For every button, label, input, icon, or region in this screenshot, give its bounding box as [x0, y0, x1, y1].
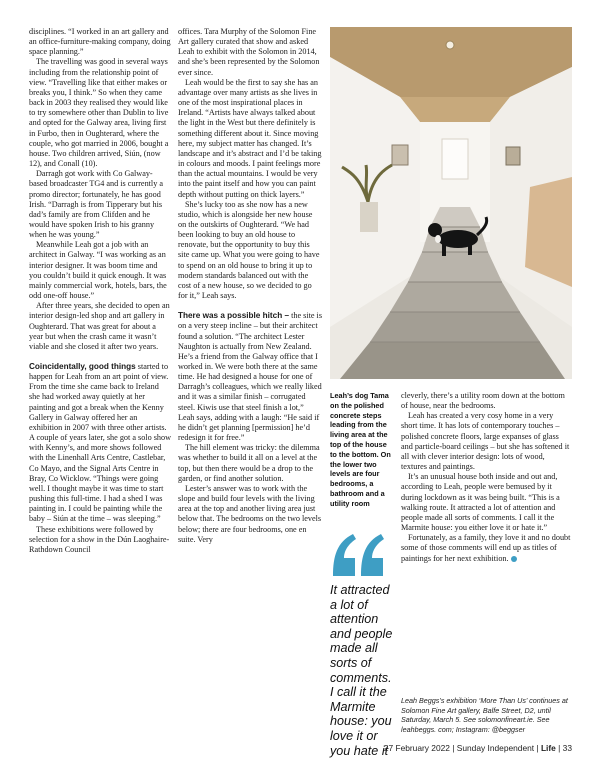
paragraph: disciplines. “I worked in an art gallery and an office-furniture-making company, doing space planning.” — [29, 27, 171, 57]
paragraph-with-lead — [29, 362, 171, 525]
paragraph-text: the site is on a very steep incline – but their architect found a solution. “The architect Lester Naughton is actually from New Zealand. He’s a friend from the Galway office that I worked in. We were both there at the same time. He had designed a house for one of Darragh’s colleagues, which we really liked and it was a similar finish – corrugated steel. Kiwis use that steel finish a lot,” Leah says, adding with a laugh: “He said if he didn’t get planning [permission] he’d redesign it for free.” — [178, 311, 323, 443]
footer-separator: | — [558, 743, 563, 753]
paragraph: Leah has created a very cosy home in a very short time. It has lots of contemporary touches – polished concrete floors, large expanses of glass and particle-board ceilings – but she has softened it all with clever interior design: lots of wood, textures and paintings. — [401, 411, 570, 472]
paragraph: Leah would be the first to say she has an advantage over many artists as she lives in one of the most inspirational places in Ireland. “Artists have always talked about the light in the West but there definitely is something different about it. Since moving here, my subject matter has changed. It’s landscape and it’s abstract and I’d be taking in colours and moods. I paint feelings more than the actual mountains. I would be very into the paint itself and how you can paint depth without putting on thick layers.” — [178, 77, 322, 199]
article-column-2 — [178, 27, 322, 545]
paragraph: After three years, she decided to open an interior design-led shop and art gallery in Oughterard. That was great for about a year but when the crash came it wasn’t viable and she closed it after two years. — [29, 301, 170, 351]
section-lead: There was a possible hitch – — [178, 311, 290, 321]
footer-separator: | — [452, 743, 457, 753]
paragraph-text: started to happen for Leah from an art point of view. From the time she came back to Ireland she had worked away quietly at her painting and got a break when the Kenny Gallery in Galway offered her an exhibition in 2007 with three other artists. A couple of years later, she got a solo show with Kenny’s, and more shows followed with the Linenhall Arts Centre, Castlebar, Co Mayo, and the Signal Arts Centre in Bray, Co Wicklow. “Things were going well. I thought maybe it was time to start pushing this full-time. I had a shed I was painting in. I could be painting while the baby – Siún at the time – was sleeping.” — [29, 362, 172, 524]
paragraph: These exhibitions were followed by selection for a show in the Dún Laoghaire-Rathdown Council — [29, 524, 170, 554]
page-number: 33 — [562, 743, 572, 753]
photo-caption: Leah’s dog Tama on the polished concrete steps leading from the living area at the top of the house to the bottom. On the lower two levels are four bedrooms, a bathroom and a utility room — [330, 391, 391, 508]
paragraph: Darragh got work with Co Galway-based broadcaster TG4 and is currently a promo director; fortunately, he has good Irish. “Darragh is from Tipperary but his dad’s family are from Clifden and he would have spoken Irish to his granny when he was young.” — [29, 169, 163, 240]
paragraph: The travelling was good in several ways including from the relationship point of view. “Travelling like that either makes or breaks you, I think.” So when they came back in 2003 they realised they would like to try somewhere other than Dublin to live and opted for the Galway area, living first in Furbo, then in Oughterard, where the couple, who got married in 2006, bought a house. Two children arrived, Siún, (now 12), and Conall (10). — [29, 57, 169, 169]
paragraph: cleverly, there’s a utility room down at the bottom of house, near the bedrooms. — [401, 391, 565, 411]
pull-quote: It attracted a lot of attention and people made all sorts of comments. I call it the Marmite house: you love it or you hate it — [330, 583, 393, 758]
paragraph: offices. Tara Murphy of the Solomon Fine Art gallery curated that show and asked Leah to exhibit with the Solomon in 2014, and she’s been represented by the Solomon ever since. — [178, 27, 320, 77]
issue-date: 27 February 2022 — [383, 743, 450, 753]
section-name: Life — [540, 743, 556, 753]
paragraph: Lester’s answer was to work with the slope and build four levels with the living area at the top and another living area just below that. The bedrooms on the two levels below; there are four bedrooms, one en suite. Very — [178, 483, 322, 544]
staircase-photo — [330, 27, 572, 379]
paragraph: She’s lucky too as she now has a new studio, which is alongside her new house on the outskirts of Oughterard. “We had been looking to buy an old house to renovate, but the opportunity to buy this site came up. What you were going to have to spend on an old house to bring it up to modern standards balanced out with the cost of a new house, so we decided to go for it,” Leah says. — [178, 199, 320, 301]
paragraph-with-lead — [178, 311, 322, 443]
article-column-1 — [29, 27, 171, 555]
paragraph: Meanwhile Leah got a job with an architect in Galway. “I was working as an interior designer. It was boom time and you couldn’t build it quick enough. It was mainly commercial work, hotels, bars, the odd one-off house.” — [29, 240, 167, 301]
paragraph: It’s an unusual house both inside and out and, according to Leah, people were bemused by it during lockdown as it was being built. “This is a walking route. It attracted a lot of attention and people made all sorts of comments. I call it the Marmite house: you either love it or hate it.” — [401, 472, 560, 533]
exhibition-credit: Leah Beggs’s exhibition ‘More Than Us’ continues at Solomon Fine Art gallery, Balfe Street, D2, until Saturday, March 5. See solomonfineart.ie. See leahbeggs. com; Instagram: @beggser — [401, 696, 568, 734]
open-quote-icon — [329, 530, 389, 578]
paragraph-last — [401, 533, 571, 563]
footer-separator: | — [536, 743, 541, 753]
article-column-3 — [401, 391, 571, 564]
paragraph-text: Fortunately, as a family, they love it and no doubt some of those comments will end up as titles of paintings for her next exhibition. — [401, 533, 571, 563]
page-footer — [384, 743, 572, 753]
end-dot-icon — [511, 556, 517, 562]
paragraph: The hill element was tricky: the dilemma was whether to build it all on a level at the top, but then there would be a drop to the garden, or find another solution. — [178, 443, 320, 483]
section-lead: Coincidentally, good things — [29, 362, 136, 371]
publication-name: Sunday Independent — [456, 743, 535, 753]
